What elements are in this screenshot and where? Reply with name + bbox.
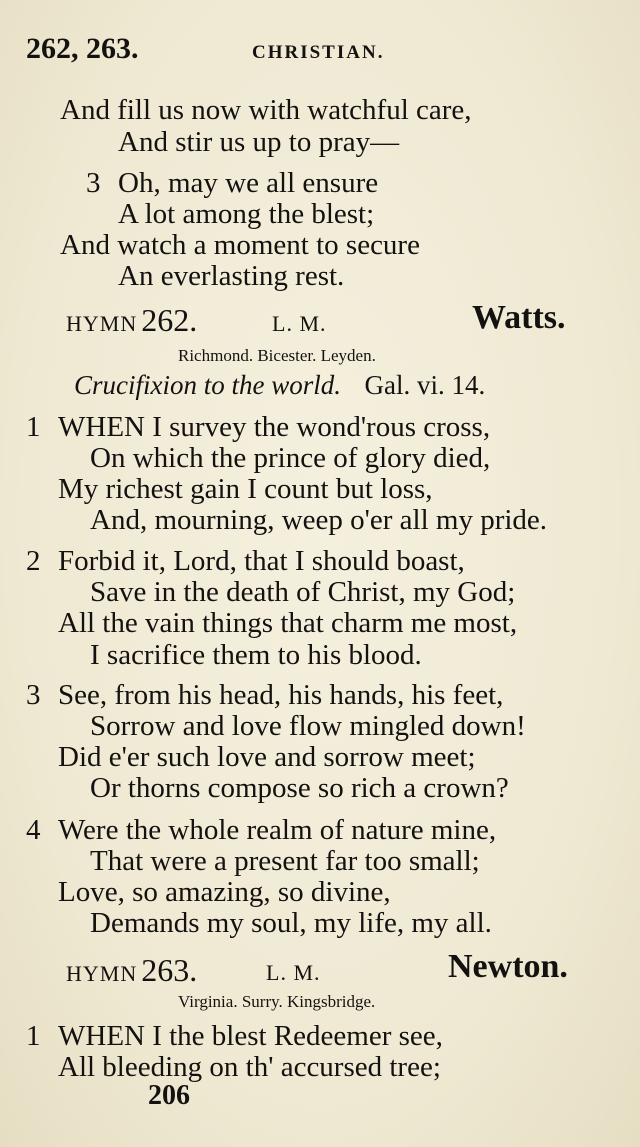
hymn-262-verse-4-line-1: Were the whole realm of nature mine,	[58, 814, 497, 846]
hymn-262-verse-1-line-4: And, mourning, weep o'er all my pride.	[90, 504, 548, 536]
hymn-263-number: 263.	[141, 952, 198, 988]
continuation-line-1: And fill us now with watchful care,	[60, 94, 472, 126]
hymn-263-verse-1-line-2: All bleeding on th' accursed tree;	[58, 1051, 441, 1083]
hymn-262-verse-2-line-4: I sacrifice them to his blood.	[90, 639, 422, 671]
hymn-262-verse-2-line-2: Save in the death of Christ, my God;	[90, 576, 516, 608]
hymn-262-verse-4-line-3: Love, so amazing, so divine,	[58, 876, 391, 908]
hymn-262-verse-3-number: 3	[26, 679, 41, 711]
hymn-262-label: HYMN	[66, 311, 138, 336]
hymn-263-tunes: Virginia. Surry. Kingsbridge.	[178, 992, 376, 1011]
page-number-footer: 206	[148, 1080, 190, 1111]
running-title: CHRISTIAN.	[252, 42, 385, 63]
hymn-262-subject: Crucifixion to the world.	[74, 370, 341, 400]
continuation-verse3-line-1: Oh, may we all ensure	[118, 167, 379, 199]
hymn-262-verse-1-number: 1	[26, 411, 41, 443]
hymn-262-verse-2-line-1: Forbid it, Lord, that I should boast,	[58, 545, 465, 577]
hymn-262-verse-2-line-3: All the vain things that charm me most,	[58, 607, 518, 639]
hymn-262-number: 262.	[141, 302, 198, 338]
hymn-262-subject-line	[74, 370, 485, 401]
hymn-263-label: HYMN	[66, 961, 138, 986]
hymn-262-verse-2-number: 2	[26, 545, 41, 577]
hymn-262-verse-1-line-2: On which the prince of glory died,	[90, 442, 491, 474]
hymn-262-reference: Gal. vi. 14.	[364, 370, 486, 400]
hymn-262-verse-4-number: 4	[26, 814, 41, 846]
hymn-263-verse-1-line-1: WHEN I the blest Redeemer see,	[58, 1020, 443, 1052]
hymn-262-verse-3-line-3: Did e'er such love and sorrow meet;	[58, 741, 476, 773]
hymn-262-verse-3-line-2: Sorrow and love flow mingled down!	[90, 710, 526, 742]
hymn-263-verse-1-number: 1	[26, 1020, 41, 1052]
hymn-262-verse-1-line-1: WHEN I survey the wond'rous cross,	[58, 411, 491, 443]
continuation-verse3-line-4: An everlasting rest.	[118, 260, 345, 292]
hymn-262-meter: L. M.	[272, 311, 327, 336]
page-numbers-header: 262, 263.	[26, 32, 139, 65]
hymn-262-verse-3-line-1: See, from his head, his hands, his feet,	[58, 679, 504, 711]
continuation-verse3-line-3: And watch a moment to secure	[60, 229, 420, 261]
hymn-262-verse-3-line-4: Or thorns compose so rich a crown?	[90, 772, 509, 804]
hymn-262-tunes: Richmond. Bicester. Leyden.	[178, 346, 376, 365]
continuation-verse3-line-2: A lot among the blest;	[118, 198, 375, 230]
hymn-262-verse-4-line-4: Demands my soul, my life, my all.	[90, 907, 492, 939]
hymn-262-heading	[66, 302, 197, 339]
hymn-263-author: Newton.	[448, 948, 568, 985]
continuation-line-2: And stir us up to pray—	[118, 126, 400, 158]
hymn-263-meter: L. M.	[266, 960, 321, 985]
hymn-262-verse-1-line-3: My richest gain I count but loss,	[58, 473, 433, 505]
hymn-263-heading	[66, 952, 197, 989]
hymn-262-author: Watts.	[472, 299, 566, 336]
hymn-262-verse-4-line-2: That were a present far too small;	[90, 845, 480, 877]
continuation-verse3-number: 3	[86, 167, 101, 199]
